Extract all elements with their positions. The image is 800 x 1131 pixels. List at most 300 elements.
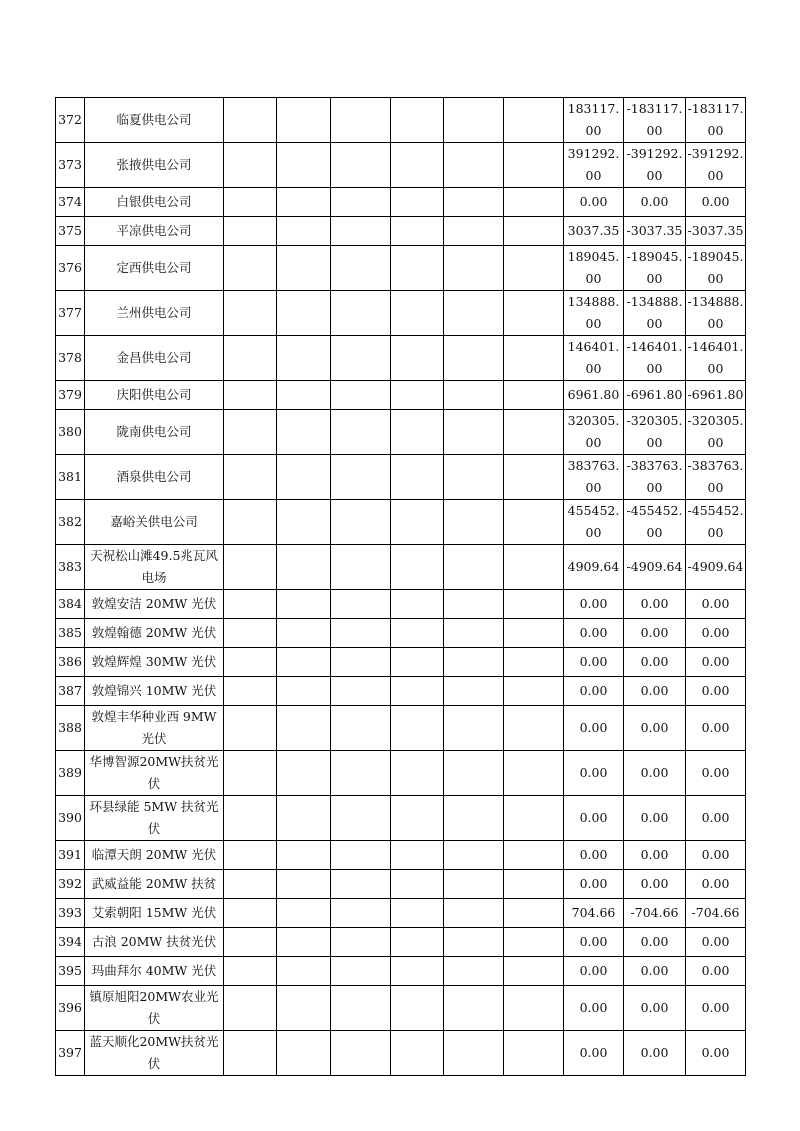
empty-cell [277,246,331,291]
row-number-cell: 388 [56,706,85,751]
value-cell-1: 0.00 [564,706,624,751]
empty-cell [444,986,504,1031]
empty-cell [391,188,444,217]
value-cell-3: 0.00 [686,928,746,957]
unit-name-cell: 镇原旭阳20MW农业光伏 [85,986,224,1031]
unit-name-cell: 蓝天顺化20MW扶贫光伏 [85,1031,224,1076]
empty-cell [224,957,277,986]
empty-cell [224,455,277,500]
empty-cell [277,870,331,899]
empty-cell [277,217,331,246]
value-cell-2: 0.00 [624,870,686,899]
value-cell-1: 391292.00 [564,143,624,188]
table-row [56,246,746,291]
unit-name-cell: 临夏供电公司 [85,98,224,143]
value-cell-3: 0.00 [686,188,746,217]
value-cell-1: 0.00 [564,870,624,899]
unit-name-cell: 玛曲拜尔 40MW 光伏 [85,957,224,986]
empty-cell [331,455,391,500]
empty-cell [277,619,331,648]
value-cell-3: -183117.00 [686,98,746,143]
table-row [56,336,746,381]
value-cell-2: 0.00 [624,986,686,1031]
empty-cell [391,841,444,870]
empty-cell [504,217,564,246]
empty-cell [277,706,331,751]
unit-name-cell: 临潭天朗 20MW 光伏 [85,841,224,870]
empty-cell [224,336,277,381]
value-cell-3: -146401.00 [686,336,746,381]
empty-cell [331,410,391,455]
empty-cell [224,928,277,957]
empty-cell [504,986,564,1031]
table-body [56,98,746,1076]
empty-cell [391,217,444,246]
empty-cell [277,986,331,1031]
empty-cell [331,870,391,899]
table-row [56,455,746,500]
value-cell-2: -134888.00 [624,291,686,336]
empty-cell [277,381,331,410]
empty-cell [504,381,564,410]
empty-cell [331,841,391,870]
value-cell-1: 0.00 [564,986,624,1031]
empty-cell [224,841,277,870]
value-cell-2: -183117.00 [624,98,686,143]
empty-cell [224,143,277,188]
empty-cell [444,706,504,751]
empty-cell [277,590,331,619]
table-row [56,986,746,1031]
value-cell-3: 0.00 [686,841,746,870]
table-row [56,870,746,899]
table-row [56,500,746,545]
empty-cell [331,143,391,188]
unit-name-cell: 天祝松山滩49.5兆瓦风电场 [85,545,224,590]
empty-cell [391,751,444,796]
unit-name-cell: 武威益能 20MW 扶贫 [85,870,224,899]
empty-cell [331,188,391,217]
row-number-cell: 380 [56,410,85,455]
row-number-cell: 373 [56,143,85,188]
empty-cell [504,870,564,899]
table-row [56,928,746,957]
value-cell-3: -189045.00 [686,246,746,291]
row-number-cell: 382 [56,500,85,545]
empty-cell [391,899,444,928]
empty-cell [277,928,331,957]
empty-cell [331,751,391,796]
empty-cell [504,545,564,590]
empty-cell [444,648,504,677]
empty-cell [224,98,277,143]
value-cell-2: 0.00 [624,677,686,706]
unit-name-cell: 环县绿能 5MW 扶贫光伏 [85,796,224,841]
value-cell-1: 3037.35 [564,217,624,246]
empty-cell [391,1031,444,1076]
value-cell-1: 383763.00 [564,455,624,500]
empty-cell [444,381,504,410]
value-cell-3: 0.00 [686,796,746,841]
empty-cell [444,1031,504,1076]
value-cell-2: -189045.00 [624,246,686,291]
empty-cell [391,246,444,291]
value-cell-2: 0.00 [624,706,686,751]
table-row [56,1031,746,1076]
empty-cell [331,98,391,143]
value-cell-3: -704.66 [686,899,746,928]
empty-cell [444,246,504,291]
empty-cell [391,410,444,455]
empty-cell [224,751,277,796]
value-cell-2: -704.66 [624,899,686,928]
row-number-cell: 395 [56,957,85,986]
empty-cell [391,143,444,188]
empty-cell [277,796,331,841]
empty-cell [444,336,504,381]
empty-cell [391,336,444,381]
empty-cell [331,899,391,928]
value-cell-2: -6961.80 [624,381,686,410]
empty-cell [391,928,444,957]
value-cell-1: 189045.00 [564,246,624,291]
value-cell-1: 0.00 [564,796,624,841]
empty-cell [224,706,277,751]
value-cell-2: -3037.35 [624,217,686,246]
data-table [55,97,746,1076]
row-number-cell: 383 [56,545,85,590]
empty-cell [504,796,564,841]
value-cell-3: 0.00 [686,677,746,706]
empty-cell [277,899,331,928]
empty-cell [504,677,564,706]
empty-cell [444,677,504,706]
value-cell-2: 0.00 [624,1031,686,1076]
empty-cell [504,957,564,986]
empty-cell [444,796,504,841]
row-number-cell: 376 [56,246,85,291]
unit-name-cell: 庆阳供电公司 [85,381,224,410]
unit-name-cell: 酒泉供电公司 [85,455,224,500]
row-number-cell: 385 [56,619,85,648]
empty-cell [331,928,391,957]
unit-name-cell: 张掖供电公司 [85,143,224,188]
value-cell-1: 0.00 [564,590,624,619]
value-cell-1: 134888.00 [564,291,624,336]
empty-cell [444,545,504,590]
value-cell-2: -391292.00 [624,143,686,188]
value-cell-1: 0.00 [564,957,624,986]
empty-cell [504,706,564,751]
empty-cell [444,841,504,870]
value-cell-1: 0.00 [564,841,624,870]
value-cell-1: 0.00 [564,188,624,217]
empty-cell [224,899,277,928]
empty-cell [224,796,277,841]
value-cell-3: 0.00 [686,590,746,619]
empty-cell [444,98,504,143]
empty-cell [444,217,504,246]
row-number-cell: 396 [56,986,85,1031]
empty-cell [331,336,391,381]
value-cell-3: -455452.00 [686,500,746,545]
row-number-cell: 384 [56,590,85,619]
empty-cell [224,291,277,336]
value-cell-3: -320305.00 [686,410,746,455]
empty-cell [331,706,391,751]
empty-cell [331,590,391,619]
value-cell-2: -320305.00 [624,410,686,455]
empty-cell [277,188,331,217]
table-row [56,899,746,928]
empty-cell [224,1031,277,1076]
value-cell-1: 0.00 [564,619,624,648]
value-cell-3: 0.00 [686,986,746,1031]
empty-cell [224,246,277,291]
value-cell-3: 0.00 [686,619,746,648]
empty-cell [444,455,504,500]
table-row [56,841,746,870]
unit-name-cell: 兰州供电公司 [85,291,224,336]
value-cell-1: 0.00 [564,648,624,677]
table-row [56,590,746,619]
empty-cell [331,957,391,986]
value-cell-3: 0.00 [686,706,746,751]
empty-cell [277,957,331,986]
value-cell-1: 0.00 [564,1031,624,1076]
unit-name-cell: 敦煌辉煌 30MW 光伏 [85,648,224,677]
row-number-cell: 387 [56,677,85,706]
empty-cell [224,410,277,455]
empty-cell [331,217,391,246]
unit-name-cell: 敦煌安洁 20MW 光伏 [85,590,224,619]
value-cell-1: 6961.80 [564,381,624,410]
value-cell-2: 0.00 [624,928,686,957]
value-cell-1: 704.66 [564,899,624,928]
row-number-cell: 372 [56,98,85,143]
value-cell-1: 183117.00 [564,98,624,143]
value-cell-2: -383763.00 [624,455,686,500]
empty-cell [277,545,331,590]
empty-cell [444,870,504,899]
empty-cell [331,796,391,841]
unit-name-cell: 敦煌锦兴 10MW 光伏 [85,677,224,706]
value-cell-2: -146401.00 [624,336,686,381]
empty-cell [504,410,564,455]
empty-cell [504,291,564,336]
unit-name-cell: 古浪 20MW 扶贫光伏 [85,928,224,957]
table-row [56,217,746,246]
empty-cell [391,677,444,706]
value-cell-2: -455452.00 [624,500,686,545]
value-cell-2: 0.00 [624,590,686,619]
empty-cell [444,957,504,986]
row-number-cell: 378 [56,336,85,381]
empty-cell [444,619,504,648]
table-row [56,648,746,677]
empty-cell [277,336,331,381]
empty-cell [224,188,277,217]
empty-cell [277,500,331,545]
empty-cell [444,188,504,217]
table-row [56,796,746,841]
empty-cell [331,619,391,648]
value-cell-2: 0.00 [624,648,686,677]
unit-name-cell: 敦煌丰华种业西 9MW 光伏 [85,706,224,751]
table-row [56,545,746,590]
row-number-cell: 386 [56,648,85,677]
empty-cell [277,143,331,188]
value-cell-1: 455452.00 [564,500,624,545]
empty-cell [504,143,564,188]
empty-cell [504,841,564,870]
row-number-cell: 379 [56,381,85,410]
empty-cell [444,928,504,957]
table-row [56,957,746,986]
empty-cell [277,677,331,706]
empty-cell [504,1031,564,1076]
empty-cell [391,590,444,619]
empty-cell [224,217,277,246]
row-number-cell: 393 [56,899,85,928]
empty-cell [391,870,444,899]
unit-name-cell: 华博智源20MW扶贫光伏 [85,751,224,796]
empty-cell [277,1031,331,1076]
row-number-cell: 390 [56,796,85,841]
value-cell-2: 0.00 [624,796,686,841]
empty-cell [444,291,504,336]
empty-cell [224,545,277,590]
table-row [56,381,746,410]
value-cell-1: 146401.00 [564,336,624,381]
value-cell-3: 0.00 [686,1031,746,1076]
empty-cell [331,500,391,545]
row-number-cell: 391 [56,841,85,870]
empty-cell [391,648,444,677]
value-cell-1: 0.00 [564,751,624,796]
empty-cell [331,545,391,590]
empty-cell [277,455,331,500]
row-number-cell: 392 [56,870,85,899]
empty-cell [504,336,564,381]
row-number-cell: 374 [56,188,85,217]
empty-cell [224,986,277,1031]
unit-name-cell: 嘉峪关供电公司 [85,500,224,545]
value-cell-3: 0.00 [686,751,746,796]
empty-cell [224,590,277,619]
value-cell-3: -383763.00 [686,455,746,500]
empty-cell [391,291,444,336]
unit-name-cell: 定西供电公司 [85,246,224,291]
value-cell-2: 0.00 [624,188,686,217]
value-cell-3: 0.00 [686,870,746,899]
value-cell-1: 0.00 [564,928,624,957]
empty-cell [331,246,391,291]
unit-name-cell: 陇南供电公司 [85,410,224,455]
value-cell-3: -391292.00 [686,143,746,188]
empty-cell [277,410,331,455]
empty-cell [391,500,444,545]
table-row [56,410,746,455]
empty-cell [277,98,331,143]
table-row [56,677,746,706]
empty-cell [277,751,331,796]
empty-cell [391,455,444,500]
empty-cell [331,291,391,336]
empty-cell [224,381,277,410]
value-cell-3: 0.00 [686,648,746,677]
empty-cell [331,381,391,410]
empty-cell [504,455,564,500]
row-number-cell: 394 [56,928,85,957]
row-number-cell: 397 [56,1031,85,1076]
value-cell-1: 0.00 [564,677,624,706]
row-number-cell: 375 [56,217,85,246]
empty-cell [391,957,444,986]
table-row [56,98,746,143]
empty-cell [504,188,564,217]
unit-name-cell: 艾索朝阳 15MW 光伏 [85,899,224,928]
empty-cell [444,751,504,796]
value-cell-2: 0.00 [624,957,686,986]
empty-cell [504,648,564,677]
table-row [56,619,746,648]
empty-cell [331,1031,391,1076]
empty-cell [391,796,444,841]
empty-cell [391,986,444,1031]
table-row [56,751,746,796]
table-row [56,143,746,188]
value-cell-2: 0.00 [624,751,686,796]
value-cell-3: 0.00 [686,957,746,986]
unit-name-cell: 敦煌翰德 20MW 光伏 [85,619,224,648]
empty-cell [444,590,504,619]
empty-cell [331,677,391,706]
value-cell-2: 0.00 [624,841,686,870]
empty-cell [391,381,444,410]
value-cell-2: -4909.64 [624,545,686,590]
value-cell-3: -6961.80 [686,381,746,410]
empty-cell [391,619,444,648]
empty-cell [391,706,444,751]
empty-cell [331,648,391,677]
table-row [56,188,746,217]
empty-cell [444,143,504,188]
empty-cell [444,899,504,928]
value-cell-1: 320305.00 [564,410,624,455]
empty-cell [391,545,444,590]
empty-cell [444,500,504,545]
row-number-cell: 377 [56,291,85,336]
empty-cell [224,500,277,545]
row-number-cell: 381 [56,455,85,500]
empty-cell [504,751,564,796]
empty-cell [277,841,331,870]
unit-name-cell: 平凉供电公司 [85,217,224,246]
empty-cell [504,246,564,291]
empty-cell [504,98,564,143]
value-cell-3: -4909.64 [686,545,746,590]
table-row [56,291,746,336]
empty-cell [224,870,277,899]
empty-cell [504,590,564,619]
empty-cell [444,410,504,455]
value-cell-1: 4909.64 [564,545,624,590]
empty-cell [224,648,277,677]
empty-cell [277,291,331,336]
unit-name-cell: 金昌供电公司 [85,336,224,381]
empty-cell [504,928,564,957]
